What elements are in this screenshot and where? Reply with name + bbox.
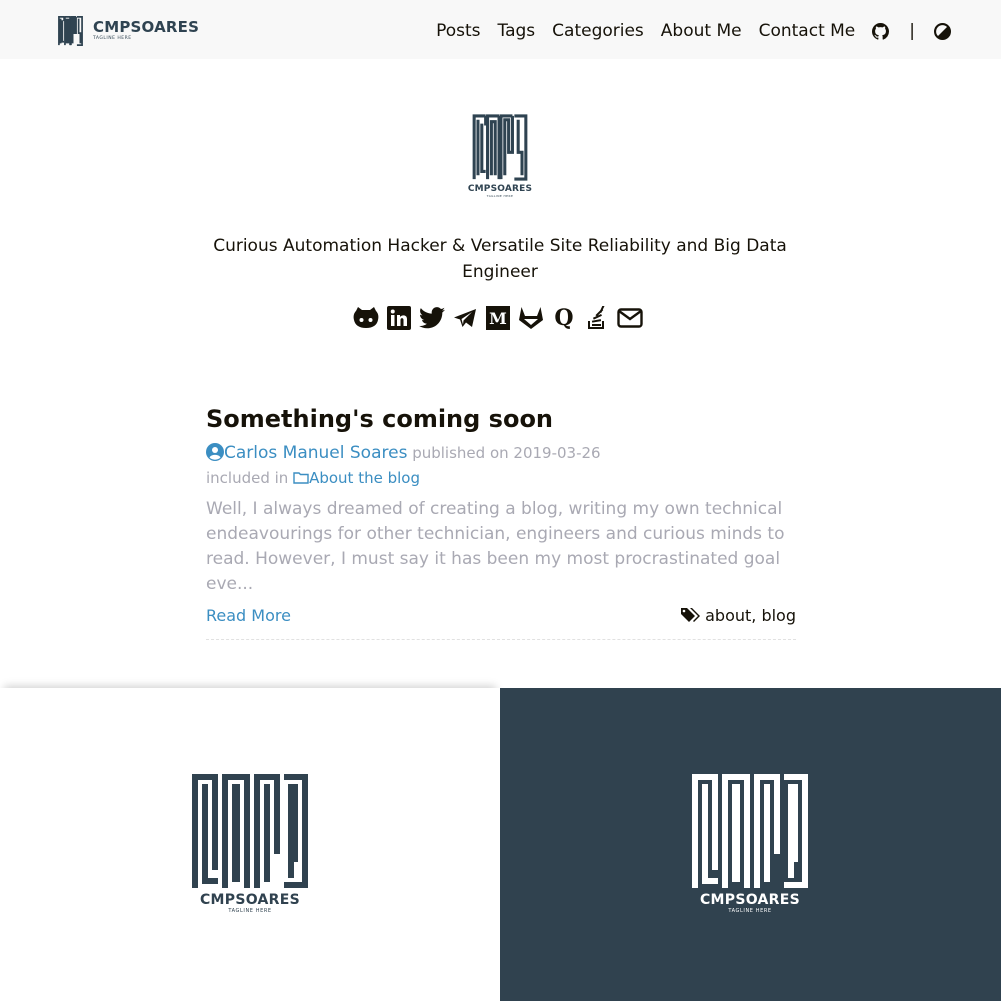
logo-light-name: CMPSOARES (199, 892, 301, 908)
nav-separator: | (909, 21, 915, 41)
cmps-logo-icon (56, 16, 85, 46)
post-summary (206, 402, 796, 640)
svg-text:Q: Q (554, 306, 574, 330)
post-excerpt: Well, I always dreamed of creating a blog, writing my own technical endeavourings for other technician, engineers and curious minds to read. However, I must say it has been my most procrastinated goal eve... (206, 499, 785, 594)
brand-logo-link[interactable] (56, 16, 199, 46)
twitter-icon[interactable] (418, 305, 446, 331)
category-link[interactable]: About the blog (309, 469, 420, 487)
github-icon[interactable] (352, 305, 380, 331)
telegram-icon[interactable] (451, 305, 479, 331)
email-icon[interactable] (616, 305, 644, 331)
social-links (352, 305, 652, 331)
hero-logo (466, 114, 534, 198)
top-navbar (0, 0, 1001, 59)
logo-panel-light (0, 688, 500, 1001)
brand-text (93, 20, 199, 42)
published-date: published on 2019-03-26 (412, 444, 601, 462)
logo-light (190, 774, 310, 915)
brand-tagline: TAGLINE HERE (93, 36, 132, 41)
medium-icon[interactable] (484, 305, 512, 331)
cmps-logo-icon (692, 774, 808, 888)
cmps-logo-icon (466, 114, 534, 181)
nav-tags[interactable]: Tags (497, 21, 536, 41)
linkedin-icon[interactable] (385, 305, 413, 331)
post-meta (206, 442, 796, 464)
github-icon[interactable] (872, 23, 889, 40)
included-in-label: included in (206, 469, 289, 487)
gitlab-icon[interactable] (517, 305, 545, 331)
logo-dark (690, 774, 810, 915)
nav-posts[interactable]: Posts (436, 21, 481, 41)
read-more-link[interactable]: Read More (206, 605, 291, 625)
nav-categories[interactable]: Categories (552, 21, 644, 41)
user-icon (206, 443, 224, 461)
theme-toggle-icon[interactable] (934, 23, 951, 40)
quora-icon[interactable] (550, 305, 578, 331)
tags-links[interactable]: about, blog (705, 605, 796, 625)
logo-panel-dark (500, 688, 1001, 1001)
nav-about-me[interactable]: About Me (660, 21, 742, 41)
brand-name: CMPSOARES (93, 18, 200, 36)
post-title[interactable]: Something's coming soon (206, 405, 554, 433)
hero-logo-name: CMPSOARES (467, 184, 533, 194)
site-subtitle: Curious Automation Hacker & Versatile Site Reliability and Big Data Engineer (213, 236, 787, 282)
post-category-line (206, 468, 796, 488)
nav-contact-me[interactable]: Contact Me (758, 21, 856, 41)
folder-icon (293, 471, 309, 484)
post-divider (206, 639, 796, 640)
cmps-logo-icon (192, 774, 308, 888)
tags-icon (681, 607, 701, 623)
stackoverflow-icon[interactable] (583, 305, 611, 331)
logo-dark-name: CMPSOARES (699, 892, 801, 908)
author-link[interactable]: Carlos Manuel Soares (224, 443, 408, 463)
logo-light-tagline: TAGLINE HERE (228, 908, 272, 914)
post-tags (681, 606, 796, 625)
svg-text:M: M (489, 309, 507, 328)
main-nav (419, 19, 951, 43)
hero-logo-tagline: TAGLINE HERE (486, 194, 514, 198)
post-footer (206, 603, 796, 627)
logo-dark-tagline: TAGLINE HERE (728, 908, 772, 914)
